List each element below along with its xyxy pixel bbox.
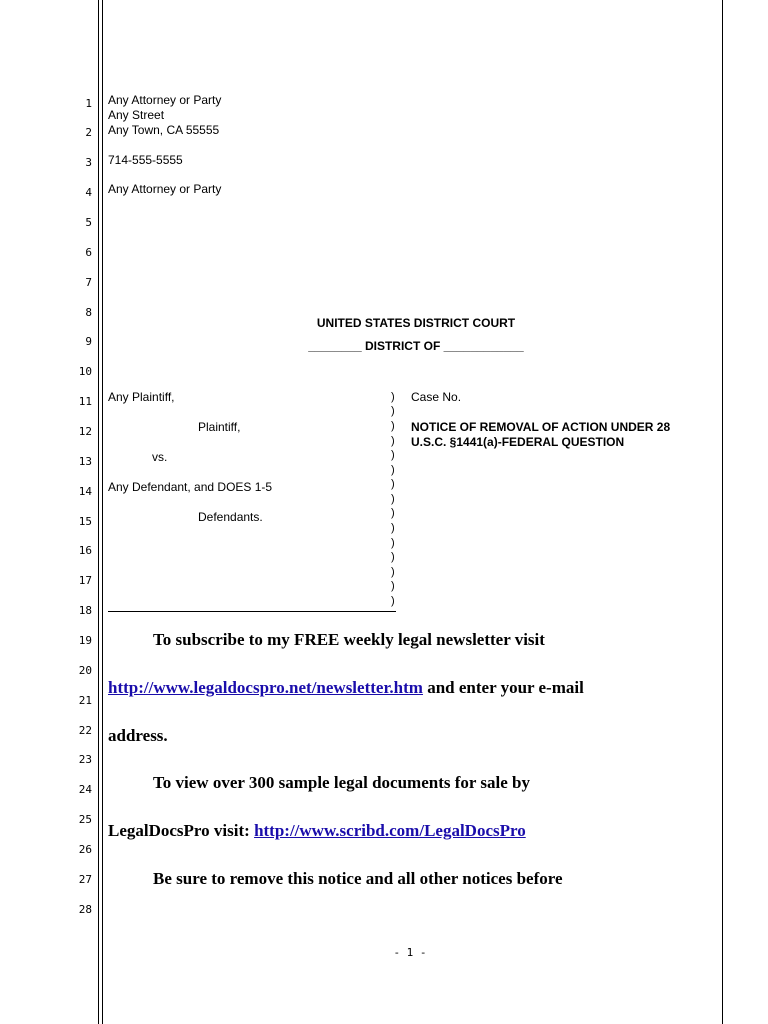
newsletter-rest: and enter your e-mail [422, 678, 584, 697]
newsletter-link[interactable]: http://www.legaldocspro.net/newsletter.htm [108, 678, 423, 697]
line-number: 11 [78, 395, 92, 408]
line-number: 22 [78, 724, 92, 737]
line-number: 26 [78, 843, 92, 856]
attorney-phone: 714-555-5555 [108, 153, 183, 167]
defendant-label: Defendants. [198, 510, 263, 524]
document-title-line2: U.S.C. §1441(a)-FEDERAL QUESTION [411, 435, 625, 449]
line-number: 24 [78, 783, 92, 796]
line-number: 6 [85, 246, 92, 259]
notice-paragraph-1-line-3: address. [108, 726, 168, 745]
notice-paragraph-2-line-2 [108, 821, 526, 841]
notice-paragraph-1-line-1: To subscribe to my FREE weekly legal newsletter visit [153, 630, 545, 649]
line-number: 10 [78, 365, 92, 378]
court-title: UNITED STATES DISTRICT COURT [316, 316, 516, 330]
case-number-label: Case No. [411, 390, 462, 404]
caption-paren: ) [391, 435, 395, 447]
line-number: 4 [85, 186, 92, 199]
line-number: 27 [78, 873, 92, 886]
caption-paren: ) [391, 537, 395, 549]
line-number: 19 [78, 634, 92, 647]
court-district: ________ DISTRICT OF ____________ [308, 339, 524, 353]
caption-rule [108, 611, 396, 612]
attorney-name: Any Attorney or Party [108, 93, 222, 107]
line-number: 9 [85, 335, 92, 348]
attorney-street: Any Street [108, 108, 165, 122]
line-number: 14 [78, 485, 92, 498]
line-number: 5 [85, 216, 92, 229]
line-number: 12 [78, 425, 92, 438]
line-number: 21 [78, 694, 92, 707]
caption-paren: ) [391, 464, 395, 476]
plaintiff-label: Plaintiff, [198, 420, 241, 434]
plaintiff-name: Any Plaintiff, [108, 390, 175, 404]
scribd-link[interactable]: http://www.scribd.com/LegalDocsPro [254, 821, 526, 840]
caption-paren: ) [391, 551, 395, 563]
line-number: 23 [78, 753, 92, 766]
line-number: 18 [78, 604, 92, 617]
defendant-name: Any Defendant, and DOES 1-5 [108, 480, 273, 494]
line-number: 7 [85, 276, 92, 289]
caption-paren: ) [391, 493, 395, 505]
document-title-line1: NOTICE OF REMOVAL OF ACTION UNDER 28 [411, 420, 671, 434]
notice-paragraph-3-line-1: Be sure to remove this notice and all other notices before [153, 869, 563, 888]
caption-paren: ) [391, 580, 395, 592]
caption-paren: ) [391, 420, 395, 432]
line-number: 13 [78, 455, 92, 468]
attorney-for: Any Attorney or Party [108, 182, 222, 196]
caption-paren: ) [391, 391, 395, 403]
notice-paragraph-1-line-2 [108, 678, 584, 698]
line-number: 3 [85, 156, 92, 169]
caption-paren: ) [391, 405, 395, 417]
line-number: 2 [85, 126, 92, 139]
caption-paren: ) [391, 522, 395, 534]
legaldocspro-prefix: LegalDocsPro visit: [108, 821, 255, 840]
left-margin-rule-inner [102, 0, 103, 1024]
left-margin-rule-outer [98, 0, 99, 1024]
line-number: 15 [78, 515, 92, 528]
line-number: 17 [78, 574, 92, 587]
line-number: 20 [78, 664, 92, 677]
notice-paragraph-2-line-1: To view over 300 sample legal documents for sale by [153, 773, 530, 792]
caption-paren: ) [391, 449, 395, 461]
caption-paren: ) [391, 566, 395, 578]
caption-paren: ) [391, 478, 395, 490]
line-number: 28 [78, 903, 92, 916]
right-margin-rule [722, 0, 723, 1024]
versus: vs. [152, 450, 168, 464]
page-number: - 1 - [393, 946, 427, 959]
caption-paren: ) [391, 595, 395, 607]
caption-paren: ) [391, 507, 395, 519]
line-number: 25 [78, 813, 92, 826]
line-number: 8 [85, 306, 92, 319]
line-number: 16 [78, 544, 92, 557]
line-number: 1 [85, 97, 92, 110]
attorney-city: Any Town, CA 55555 [108, 123, 220, 137]
